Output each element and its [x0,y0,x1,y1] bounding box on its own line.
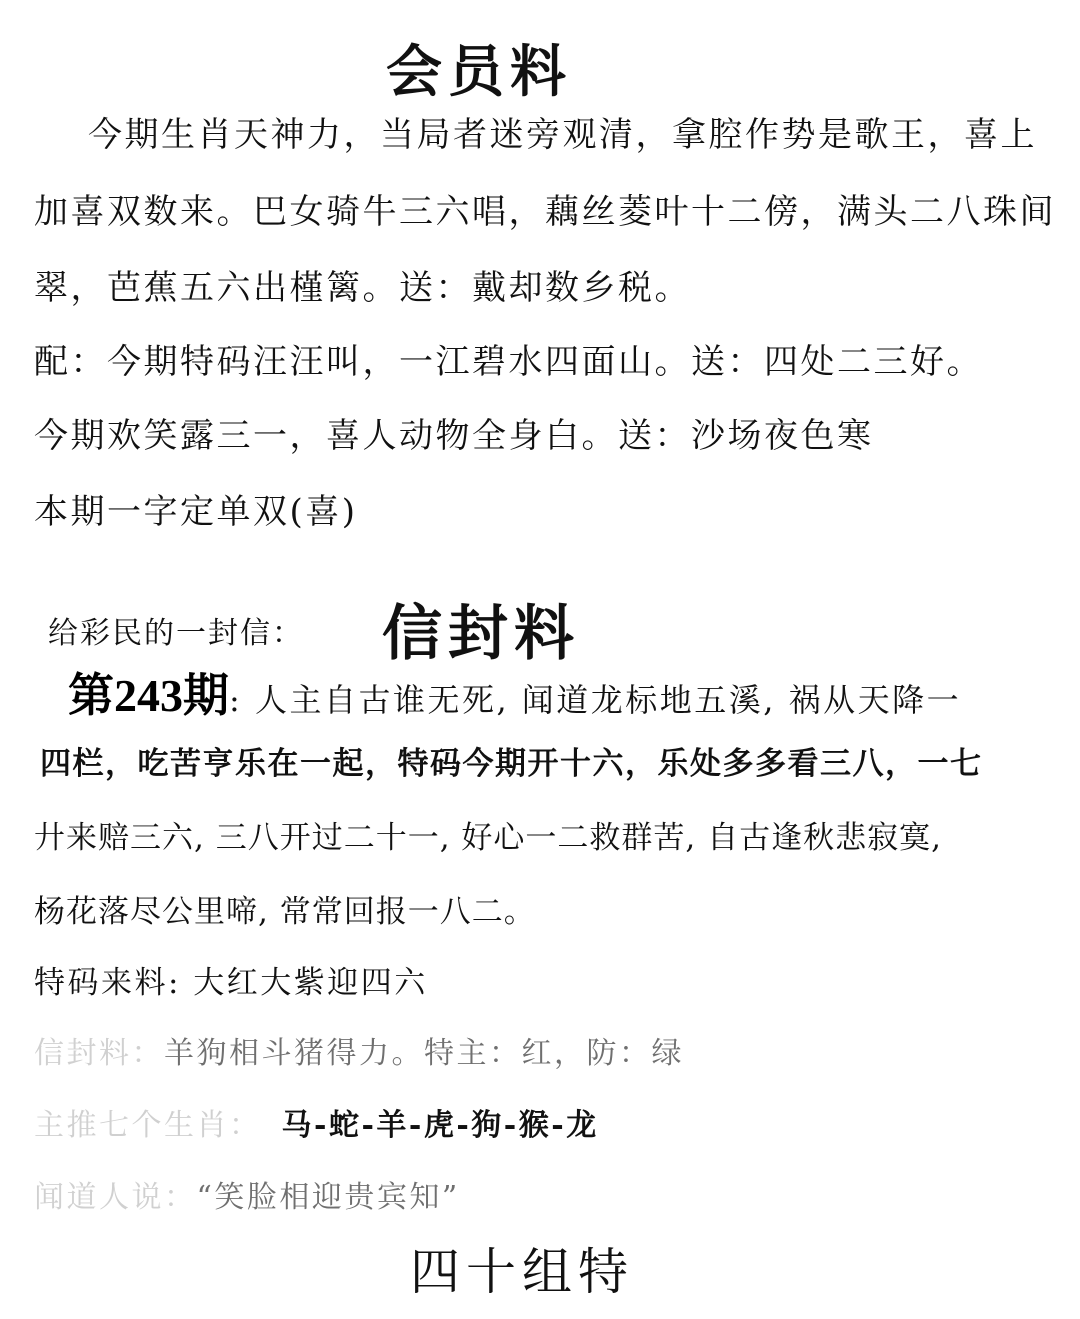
xinfeng-line [34,1034,684,1074]
seven-zodiac-label: 主推七个生肖： [34,1108,262,1143]
member-line-1: 今期生肖天神力，当局者迷旁观清，拿腔作势是歌王，喜上 [88,115,1037,155]
letter-intro: 给彩民的一封信： [48,616,304,651]
letter-title: 信封料 [382,599,580,669]
period-line [68,670,962,721]
footer-title: 四十组特 [410,1243,634,1301]
letter-line-2: 四栏，吃苦亨乐在一起，特码今期开十六，乐处多多看三八，一七 [40,746,983,782]
member-line-3: 翠，芭蕉五六出槿篱。送：戴却数乡税。 [34,268,691,308]
seven-zodiac-list: 马-蛇-羊-虎-狗-猴-龙 [281,1108,599,1143]
member-line-4: 配：今期特码汪汪叫，一江碧水四面山。送：四处二三好。 [34,342,983,382]
wendao-quote: “笑脸相迎贵宾知” [196,1180,460,1215]
xinfeng-text: 羊狗相斗猪得力。特主：红，防：绿 [164,1036,684,1071]
member-line-2: 加喜双数来。巴女骑牛三六唱，藕丝菱叶十二傍，满头二八珠间 [34,192,1056,232]
wendao-line [34,1178,460,1218]
wendao-label: 闻道人说： [34,1180,197,1215]
letter-line-4: 杨花落尽公里啼, 常常回报一八二。 [34,894,536,930]
letter-line-3: 廾来赔三六, 三八开过二十一, 好心一二救群苦, 自古逢秋悲寂寞, [34,820,942,856]
member-line-6: 本期一字定单双(喜) [34,492,358,532]
tema-line: 特码来料: 大红大紫迎四六 [34,965,428,1001]
xinfeng-label: 信封料： [34,1036,164,1071]
member-title: 会员料 [386,39,572,105]
period-line-text: : 人主自古谁无死, 闻道龙标地五溪, 祸从天降一 [229,681,962,719]
period-number: 第243期 [68,670,229,721]
member-line-5: 今期欢笑露三一，喜人动物全身白。送：沙场夜色寒 [34,416,874,456]
seven-zodiac-line [34,1106,599,1146]
